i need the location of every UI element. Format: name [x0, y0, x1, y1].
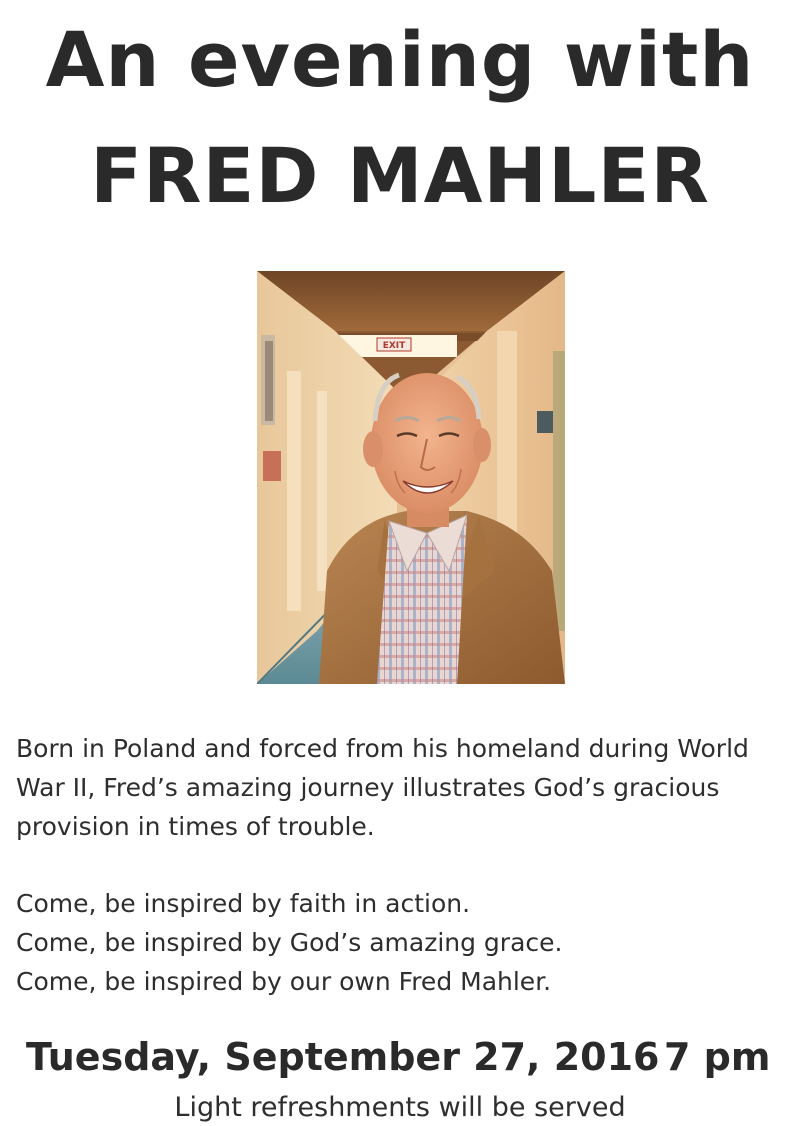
description-line: War II, Fred’s amazing journey illustrates God’s gracious	[16, 773, 720, 802]
refreshments-note: Light refreshments will be served	[174, 1092, 626, 1123]
description-line: provision in times of trouble.	[16, 812, 375, 841]
invitation-line: Come, be inspired by our own Fred Mahler.	[16, 967, 552, 996]
title-line-2: FRED MAHLER	[90, 131, 710, 220]
exit-sign: EXIT	[382, 341, 406, 351]
description-line: Born in Poland and forced from his homeland during World	[16, 734, 749, 763]
invitation-line: Come, be inspired by faith in action.	[16, 889, 471, 918]
event-date: Tuesday, September 27, 2016	[26, 1035, 660, 1079]
portrait-photo	[257, 271, 565, 684]
title-line-1: An evening with	[45, 15, 755, 104]
event-time: 7 pm	[664, 1035, 771, 1079]
description-paragraph-1	[16, 729, 786, 846]
description-paragraph-2	[16, 884, 786, 1001]
invitation-line: Come, be inspired by God’s amazing grace.	[16, 928, 563, 957]
